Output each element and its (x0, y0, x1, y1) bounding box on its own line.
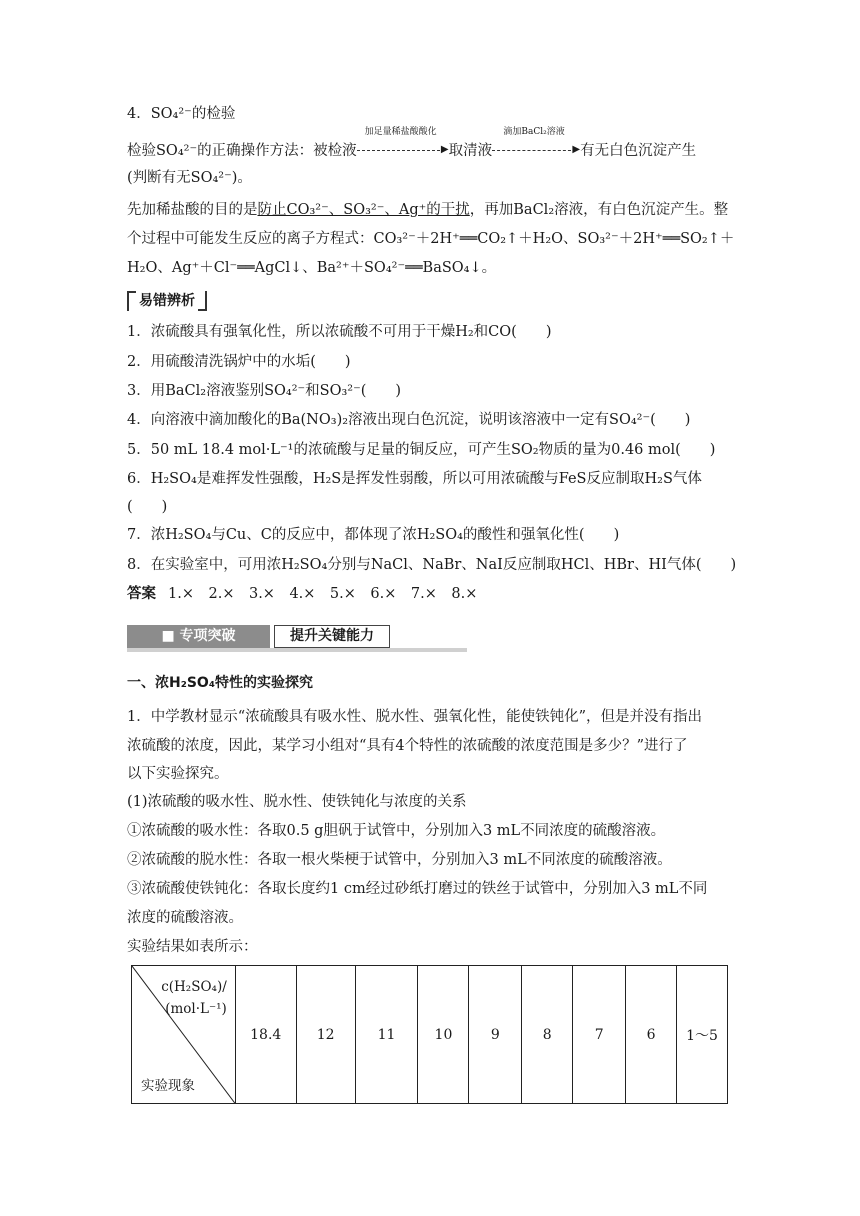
pitfall-item: 5．50 mL 18.4 mol·L⁻¹的浓硫酸与足量的铜反应，可产生SO₂物质的量为0.46 mol( ) (127, 442, 716, 458)
pitfall-item: 4．向溶液中滴加酸化的Ba(NO₃)₂溶液出现白色沉淀，说明该溶液中一定有SO₄²⁻( ) (127, 412, 691, 428)
section-one-title: 一、浓H₂SO₄特性的实验探究 (127, 675, 313, 691)
paragraph-line: ①浓硫酸的吸水性：各取0.5 g胆矾于试管中，分别加入3 mL不同浓度的硫酸溶液。 (127, 823, 666, 839)
table-header-diagonal-cell (132, 966, 236, 1104)
pitfall-item: 3．用BaCl₂溶液鉴别SO₄²⁻和SO₃²⁻( ) (127, 383, 402, 399)
purpose-prefix: 先加稀盐酸的目的是 (127, 202, 258, 218)
table-row (132, 966, 728, 1104)
section4-heading: 4．SO₄²⁻的检验 (127, 106, 236, 122)
pitfall-item: ( ) (127, 499, 168, 515)
arrow2-label: 滴加BaCl₂溶液 (503, 127, 565, 137)
paragraph-line: (1)浓硫酸的吸水性、脱水性、使铁钝化与浓度的关系 (127, 794, 467, 810)
arrow1-label: 加足量稀盐酸酸化 (364, 127, 437, 137)
answer-text: 1.× 2.× 3.× 4.× 5.× 6.× 7.× 8.× (168, 586, 478, 602)
procedure-mid: 取清液 (448, 143, 493, 159)
procedure-tail: (判断有无SO₄²⁻)。 (127, 170, 252, 186)
banner-light-label: 提升关键能力 (274, 625, 390, 648)
table-cell: 9 (469, 966, 522, 1104)
paragraph-line: ②浓硫酸的脱水性：各取一根火柴梗于试管中，分别加入3 mL不同浓度的硫酸溶液。 (127, 852, 672, 868)
paragraph-line: 1．中学教材显示“浓硫酸具有吸水性、脱水性、强氧化性，能使铁钝化”，但是并没有指出 (127, 709, 703, 725)
header-concentration-line1: c(H₂SO₄)/ (161, 979, 227, 995)
header-concentration (161, 976, 227, 1020)
test-procedure-line (127, 127, 737, 161)
paragraph-line: 浓硫酸的浓度，因此，某学习小组对“具有4个特性的浓硫酸的浓度范围是多少？”进行了 (127, 738, 688, 754)
bracket-right-icon (198, 291, 207, 311)
paragraph-line: 浓度的硫酸溶液。 (127, 910, 243, 926)
results-table (131, 965, 728, 1104)
bracket-left-icon (127, 291, 136, 311)
pitfall-title: 易错辨析 (139, 293, 195, 309)
header-concentration-line2: (mol·L⁻¹) (165, 1001, 227, 1017)
banner-rule (127, 648, 467, 652)
table-cell: 7 (573, 966, 626, 1104)
section-banner (127, 623, 467, 653)
procedure-suffix: 有无白色沉淀产生 (580, 143, 697, 159)
equation-line-1: 个过程中可能发生反应的离子方程式：CO₃²⁻＋2H⁺══CO₂↑＋H₂O、SO₃²⁻＋2H⁺══SO₂↑＋ (127, 231, 735, 247)
table-cell: 8 (522, 966, 573, 1104)
purpose-suffix: ，再加BaCl₂溶液，有白色沉淀产生。整 (469, 202, 729, 218)
pitfall-heading (127, 289, 207, 313)
procedure-prefix: 检验SO₄²⁻的正确操作方法：被检液 (127, 143, 357, 159)
pitfall-item: 2．用硫酸清洗锅炉中的水垢( ) (127, 354, 351, 370)
answer-label: 答案 (127, 586, 156, 602)
purpose-line (127, 200, 737, 220)
pitfall-item: 1．浓硫酸具有强氧化性，所以浓硫酸不可用于干燥H₂和CO( ) (127, 324, 552, 340)
paragraph-line: 实验结果如表所示： (127, 939, 258, 955)
pitfall-item: 7．浓H₂SO₄与Cu、C的反应中，都体现了浓H₂SO₄的酸性和强氧化性( ) (127, 527, 620, 543)
equation-line-2: H₂O、Ag⁺＋Cl⁻══AgCl↓、Ba²⁺＋SO₄²⁻══BaSO₄↓。 (127, 260, 497, 276)
table-cell: 11 (355, 966, 418, 1104)
table-cell: 6 (626, 966, 677, 1104)
table-cell: 18.4 (235, 966, 296, 1104)
table-cell: 12 (296, 966, 355, 1104)
paragraph-line: ③浓硫酸使铁钝化：各取长度约1 cm经过砂纸打磨过的铁丝于试管中，分别加入3 mL不同 (127, 881, 708, 897)
table-cell: 1～5 (677, 966, 728, 1104)
table-cell: 10 (418, 966, 469, 1104)
reaction-arrow: 滴加BaCl₂溶液 ▶ (492, 141, 576, 161)
banner-dark-label: ■ 专项突破 (127, 625, 270, 648)
pitfall-item: 6．H₂SO₄是难挥发性强酸，H₂S是挥发性弱酸，所以可用浓硫酸与FeS反应制取H₂S气体 (127, 471, 702, 487)
answer-line (127, 584, 737, 604)
purpose-underlined: 防止CO₃²⁻、SO₃²⁻、Ag⁺的干扰 (257, 202, 470, 218)
reaction-arrow: 加足量稀盐酸酸化 ▶ (357, 141, 445, 161)
pitfall-item: 8．在实验室中，可用浓H₂SO₄分别与NaCl、NaBr、NaI反应制取HCl、HBr、HI气体( ) (127, 557, 737, 573)
paragraph-line: 以下实验探究。 (127, 766, 229, 782)
header-phenomenon: 实验现象 (141, 1078, 195, 1094)
